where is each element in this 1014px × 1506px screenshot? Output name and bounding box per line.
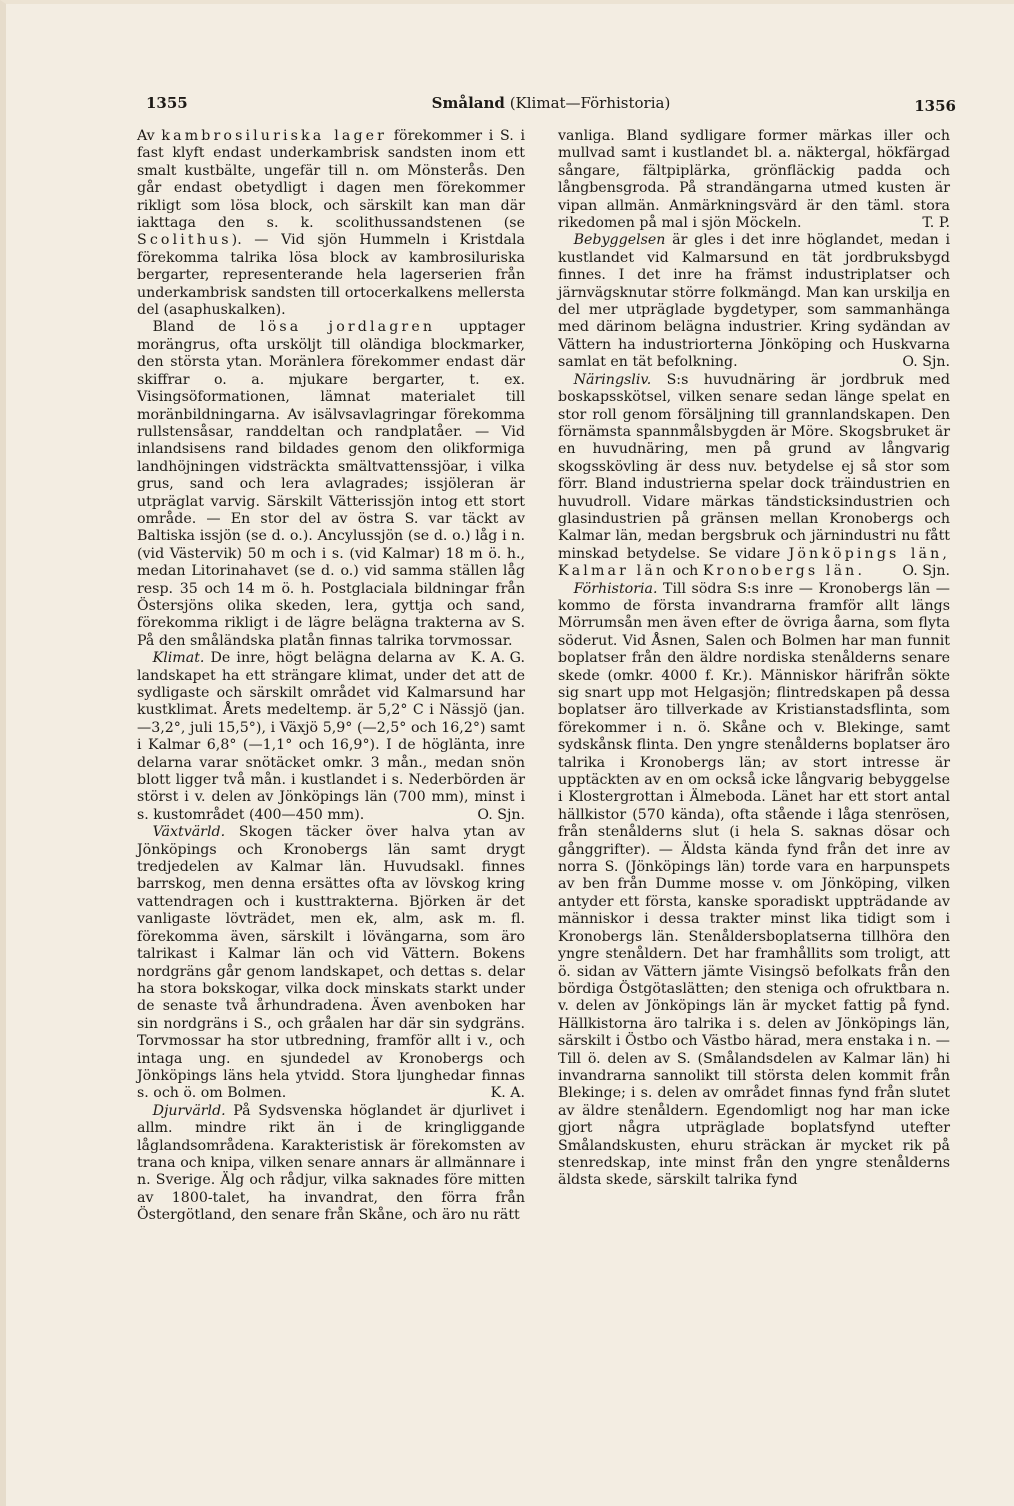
paragraph-text: Till södra S:s inre — Kronobergs län — kommo de första invandrarna framför allt längs Mörrumsån men även efter de övriga åarna, som flyta söderut. Vid Åsnen, Salen och Bolmen har man funnit boplatser från den äldre nordiska stenålderns senare skede (omkr. 4000 f. Kr.). Människor härifrån sökte sig snart upp mot Helgasjön; flintredskapen på dessa boplatser äro tillverkade av Kristianstadsflinta, som förekommer i n. ö. Skåne och v. Blekinge, samt sydskånsk flinta. Den yngre stenålderns boplatser äro talrika i Kronobergs län; av stort intresse är upptäckten av en om också icke långvarig bebyggelse i Klostergrottan i Älmeboda. Länet har ett stort antal hällkistor (570 kända), ofta stående i låga stenrösen, från stenålderns slut (i hela S. saknas dösar och gånggrifter). — Äldsta kända fynd från det inre av norra S. (Jönköpings län) torde vara en harpunspets av ben från Dumme mosse v. om Jönköping, vilken antyder ett första, kanske sporadiskt uppträdande av människor i dessa trakter minst lika tidigt som i Kronobergs län. Stenåldersboplatserna tillhöra den yngre stenåldern. Det har framhållits som troligt, att ö. sidan av Vättern jämte Visingsö befolkats från den bördiga Östgötaslätten; den steniga och ofruktbara n. v. delen av Jönköpings län är mycket fattig på fynd. Hällkistorna äro talrika i s. delen av Jönköpings län, särskilt i Östbo och Västbo härad, mera enstaka i n. — Till ö. delen av S. (Smålandsdelen av Kalmar län) hi invandrarna sannolikt till största delen kommit från Blekinge; i s. delen av området finnas fynd från slutet av äldre stenåldern. Egendomligt nog har man icke gjort några utpräglade boplatsfynd utefter Smålandskusten, ehuru sträckan är mycket rik på stenredskap, inte minst från den yngre stenålderns äldsta skede, särskilt talrika fynd (558, 580, 950, 1189)
author-signature: K. A. G. (470, 650, 525, 667)
section-heading: Förhistoria. (573, 580, 658, 597)
section-heading: Näringsliv. (573, 371, 652, 388)
author-signature: O. Sjn. (902, 354, 950, 371)
left-column (137, 128, 525, 1225)
page-number-right: 1356 (914, 97, 956, 115)
paragraph-fauna (137, 1103, 525, 1225)
paragraph-text: upptager morängrus, ofta ursköljt till oländiga blockmarker, den största ytan. Moränlera förekommer endast där skiffrar o. a. mjukare bergarter, t. ex. Visingsöformationen, lämnat materialet till moränbildningarna. Av isälvsavlagringar förekomma rullstensåsar, randdeltan och randplatåer. — Vid inlandsisens rand bildades genom den olikformiga landhöjningen vidsträckta smältvattenssjöar, i vilka grus, sand och lera avlagrades; issjöleran är utpräglat varvig. Särskilt Vätterissjön intog ett stort område. — En stor del av östra S. var täckt av Baltiska issjön (se d. o.). Ancylussjön (se d. o.) låg i n. (vid Västervik) 50 m och i s. (vid Kalmar) 18 m ö. h., medan Litorinahavet (se d. o.) vid samma ställen låg resp. 35 och 14 m ö. h. Postglaciala bildningar från Östersjöns olika skeden, lera, gyttja och sand, förekomma rikligt i de lägre belägna trakterna av S. På den småländska platån finnas talrika torvmossar. (137, 319, 525, 649)
cross-reference: Kronobergs län (702, 563, 858, 580)
paragraph-fauna-cont (558, 128, 950, 232)
running-title (146, 94, 956, 112)
paragraph-text: Skogen täcker över halva ytan av Jönköpings och Kronobergs län samt drygt tredjedelen av Kalmar län. Huvudsakl. finnes barrskog, men denna ersättes ofta av lövskog kring vattendragen och i kusttrakterna. Björken är det vanligaste lövträdet, men ek, alm, ask m. fl. förekomma även, särskilt i lövängarna, som äro talrikast i Kalmar län och vid Vättern. Bokens nordgräns går genom landskapet, och dettas s. delar ha stora bokskogar, vilka dock minskats starkt under de senaste två århundradena. Även avenboken har sin nordgräns i S., och gråalen har där sin sydgräns. Torvmossar ha stor utbredning, framför allt i v., och intaga ung. en sjundedel av Kronobergs och Jönköpings läns hela ytvidd. Stora ljunghedar finnas s. och ö. om Bolmen. (137, 824, 525, 1102)
paragraph-settlement (558, 232, 950, 371)
section-heading: Bebyggelsen (573, 232, 666, 249)
paragraph-text: är gles i det inre höglandet, medan i kustlandet vid Kalmarsund en tät jordbruksbygd finnes. I det inre ha främst industriplatser och järnvägsknutar större folkmängd. Man kan urskilja en del mer utpräglade bygdetyper, som sammanhänga med därinom belägna industrier. Kring sydändan av Vättern ha industriorterna Jönköping och Huskvarna samlat en tät befolkning. (558, 232, 950, 371)
lead-word: Av (137, 128, 155, 144)
author-signature: K. A. (490, 1085, 525, 1102)
cross-reference: Jönköpings län, Kalmar län (558, 545, 950, 580)
section-heading: Klimat. (152, 650, 205, 667)
cross-reference: Scolithus (137, 232, 232, 249)
title-main: Småland (431, 94, 505, 112)
paragraph-geology (137, 128, 525, 319)
page-number-left: 1355 (146, 94, 188, 112)
right-column (558, 128, 950, 1190)
paragraph-text: ). — Vid sjön Hummeln i Kristdala förekomma talrika lösa block av kambrosiluriska bergarter, representerande hela lagerserien från underkambrisk sandsten till ortocerkalkens mellersta del (asaphuskalken). (137, 232, 525, 319)
section-heading: Växtvärld. (152, 824, 226, 841)
section-heading: Djurvärld. (152, 1102, 226, 1119)
paragraph-text: De inre, högt belägna delarna av landskapet ha ett strängare klimat, under det att de sydligaste och särskilt området vid Kalmarsund har kustklimat. Årets medeltemp. är 5,2° C i Nässjö (jan. —3,2°, juli 15,5°), i Växjö 5,9° (—2,5° och 16,2°) samt i Kalmar 6,8° (—1,1° och 16,9°). I de höglänta, inre delarna varar snötäcket omkr. 3 mån., medan snön blott ligger två mån. i kustlandet i s. Nederbörden är störst i v. delen av Jönköpings län (700 mm), minst i s. kustområdet (400—450 mm). (137, 650, 525, 823)
page-header (146, 94, 956, 116)
author-signature: O. Sjn. (902, 563, 950, 580)
lead-word: Bland de (152, 319, 261, 336)
paragraph-climate (137, 650, 525, 824)
spaced-term: kambrosiluriska lager (161, 128, 388, 144)
paragraph-text: På Sydsvenska höglandet är djurlivet i allm. mindre rikt än i de kringliggande låglandsområdena. Karakteristisk är förekomsten av trana och knipa, vilken senare annars är allmännare i n. Sverige. Älg och rådjur, vilka saknades före mitten av 1800-talet, ha invandrat, den förra från Östergötland, den senare från Skåne, och äro nu rätt (137, 1102, 525, 1224)
author-signature: T. P. (922, 215, 950, 232)
paragraph-economy (558, 372, 950, 581)
paragraph-text: och (668, 563, 703, 580)
spaced-term: lösa jordlagren (260, 319, 436, 336)
paragraph-text: . (857, 563, 862, 580)
title-sub: (Klimat—Förhistoria) (509, 94, 671, 112)
paragraph-text: förekommer i S. i fast klyft endast underkambrisk sandsten inom ett smalt kustbälte, ungefär till n. om Mönsterås. Den går endast obetydligt i dagen men förekommer rikligt som lösa block, och särskilt kan man där iakttaga den s. k. scolithussandstenen (se (137, 128, 525, 232)
paragraph-flora (137, 824, 525, 1103)
paragraph-text: S:s huvudnäring är jordbruk med boskapsskötsel, vilken senare sedan länge spelat en stor roll genom försäljning till grannlandskapen. Den förnämsta spannmålsbygden är Möre. Skogsbruket är en huvudnäring, men på grund av långvarig skogsskövling är dess nuv. betydelse ej så stor som förr. Bland industrierna spelar dock träindustrien en huvudroll. Vidare märkas tändsticksindustrien och glasindustrien på gränsen mellan Kronobergs och Kalmar län, medan bergsbruk och järnindustri nu fått minskad betydelse. Se vidare (558, 371, 950, 562)
paragraph-prehistory (558, 581, 950, 1190)
paragraph-text: vanliga. Bland sydligare former märkas iller och mullvad samt i kustlandet bl. a. näktergal, hökfärgad sångare, fältpiplärka, grönfläckig padda och långbensgroda. På strandängarna utmed kusten är vipan allmän. Anmärkningsvärd är den täml. stora rikedomen på mal i sjön Möckeln. (558, 128, 950, 232)
author-signature: O. Sjn. (477, 806, 525, 823)
